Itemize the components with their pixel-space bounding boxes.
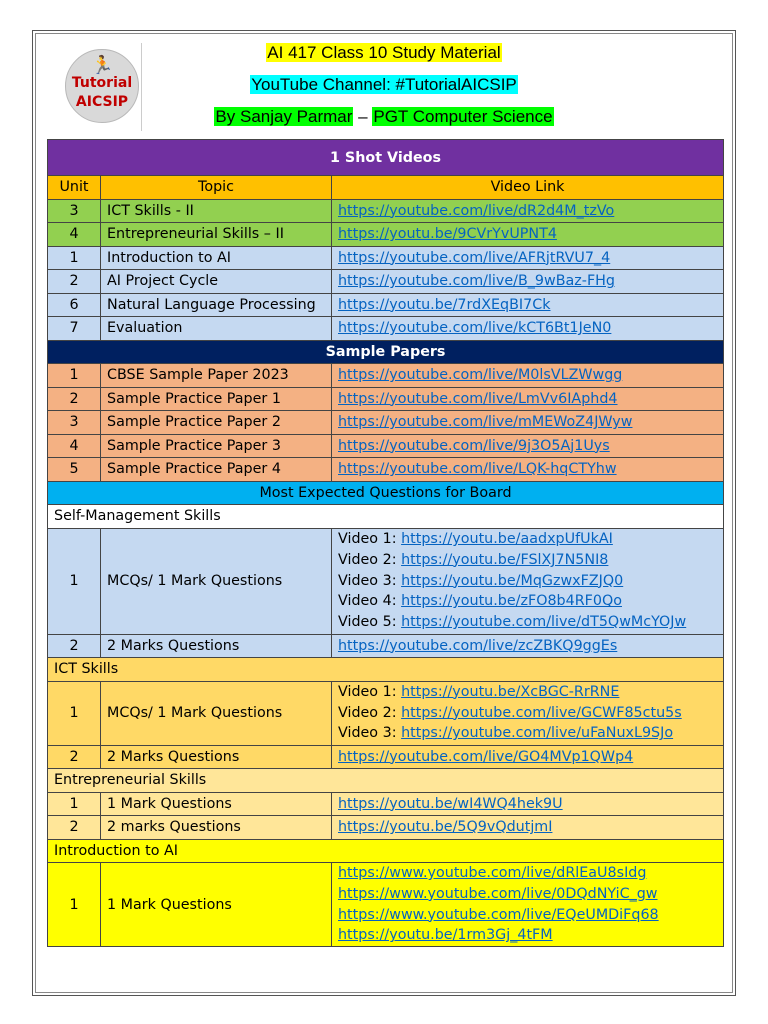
video-link[interactable]: https://youtube.com/live/M0lsVLZWwgg: [338, 367, 623, 384]
unit-cell: 6: [48, 293, 101, 317]
video-link[interactable]: https://youtube.com/live/LmVv6IAphd4: [338, 390, 618, 407]
unit-cell: 2: [48, 745, 101, 769]
table-row: [48, 317, 724, 341]
table-row: [48, 270, 724, 294]
topic-cell: Sample Practice Paper 4: [101, 458, 332, 482]
video-label: Video 2:: [338, 704, 402, 721]
video-link[interactable]: https://youtu.be/wI4WQ4hek9U: [338, 795, 563, 812]
video-list: [332, 863, 724, 947]
topic-cell: MCQs/ 1 Mark Questions: [101, 528, 332, 634]
unit-cell: 3: [48, 199, 101, 223]
video-link[interactable]: https://youtube.com/live/uFaNuxL9SJo: [401, 725, 674, 742]
unit-cell: 1: [48, 681, 101, 745]
unit-cell: 1: [48, 792, 101, 816]
table-row: [48, 246, 724, 270]
video-link[interactable]: https://youtube.com/live/B_9wBaz-FHg: [338, 273, 615, 290]
col-unit: Unit: [48, 176, 101, 200]
topic-cell: Sample Practice Paper 1: [101, 387, 332, 411]
subsection-title: Self-Management Skills: [48, 505, 724, 529]
unit-cell: 1: [48, 863, 101, 947]
video-label: Video 3:: [338, 725, 402, 742]
section-title: Most Expected Questions for Board: [48, 481, 724, 505]
table-row: [48, 434, 724, 458]
table-row: [48, 816, 724, 840]
unit-cell: 2: [48, 816, 101, 840]
subsection-ict: [48, 658, 724, 682]
video-label: Video 3:: [338, 572, 402, 589]
video-link[interactable]: https://youtu.be/5Q9vQdutjmI: [338, 819, 553, 836]
video-label: Video 1:: [338, 683, 402, 700]
table-row: [48, 634, 724, 658]
subsection-title: Introduction to AI: [48, 839, 724, 863]
topic-cell: ICT Skills - II: [101, 199, 332, 223]
table-row: [48, 199, 724, 223]
video-link[interactable]: https://youtu.be/FSlXJ7N5NI8: [401, 551, 609, 568]
topic-cell: 2 marks Questions: [101, 816, 332, 840]
video-link[interactable]: https://youtube.com/live/9j3O5Aj1Uys: [338, 437, 610, 454]
section-header-one-shot: [48, 140, 724, 176]
video-link[interactable]: https://youtube.com/live/mMEWoZ4JWyw: [338, 414, 633, 431]
video-link[interactable]: https://youtube.com/live/dR2d4M_tzVo: [338, 202, 615, 219]
topic-cell: 1 Mark Questions: [101, 863, 332, 947]
topic-cell: AI Project Cycle: [101, 270, 332, 294]
topic-cell: 1 Mark Questions: [101, 792, 332, 816]
video-link[interactable]: https://www.youtube.com/live/0DQdNYiC_gw: [338, 885, 658, 902]
video-link[interactable]: https://www.youtube.com/live/dRlEaU8sIdg: [338, 865, 647, 881]
video-link[interactable]: https://youtu.be/9CVrYvUPNT4: [338, 226, 557, 243]
subsection-title: Entrepreneurial Skills: [48, 769, 724, 793]
unit-cell: 4: [48, 223, 101, 247]
channel-line: [0, 75, 768, 95]
channel-name: YouTube Channel: #TutorialAICSIP: [251, 75, 517, 94]
video-link[interactable]: https://youtu.be/aadxpUfUkAI: [401, 531, 613, 547]
video-link[interactable]: https://youtu.be/zFO8b4RF0Qo: [401, 593, 622, 610]
unit-cell: 5: [48, 458, 101, 482]
video-link[interactable]: https://youtube.com/live/AFRjtRVU7_4: [338, 249, 611, 266]
video-link[interactable]: https://youtube.com/live/GCWF85ctu5s: [401, 704, 682, 721]
video-label: Video 4:: [338, 593, 402, 610]
video-link[interactable]: https://youtube.com/live/kCT6Bt1JeN0: [338, 320, 612, 337]
topic-cell: Entrepreneurial Skills – II: [101, 223, 332, 247]
topic-cell: MCQs/ 1 Mark Questions: [101, 681, 332, 745]
col-topic: Topic: [101, 176, 332, 200]
runner-icon: 🏃: [91, 55, 114, 75]
unit-cell: 2: [48, 634, 101, 658]
doc-title: AI 417 Class 10 Study Material: [267, 43, 501, 62]
unit-cell: 1: [48, 528, 101, 634]
table-row: [48, 745, 724, 769]
study-material-table: [47, 139, 724, 947]
video-link[interactable]: https://youtu.be/7rdXEqBI7Ck: [338, 296, 551, 313]
unit-cell: 1: [48, 364, 101, 388]
section-title: Sample Papers: [48, 340, 724, 364]
video-list: [332, 528, 724, 634]
video-label: Video 1:: [338, 531, 402, 547]
unit-cell: 4: [48, 434, 101, 458]
subsection-intro-ai: [48, 839, 724, 863]
video-link[interactable]: https://youtu.be/1rm3Gj_4tFM: [338, 927, 553, 944]
topic-cell: 2 Marks Questions: [101, 745, 332, 769]
subsection-entrepreneurial: [48, 769, 724, 793]
topic-cell: Introduction to AI: [101, 246, 332, 270]
video-link[interactable]: https://youtu.be/XcBGC-RrRNE: [401, 683, 620, 700]
author-name: By Sanjay Parmar: [215, 107, 353, 126]
topic-cell: 2 Marks Questions: [101, 634, 332, 658]
video-link[interactable]: https://youtube.com/live/zcZBKQ9ggEs: [338, 637, 618, 654]
section-title: 1 Shot Videos: [48, 140, 724, 176]
topic-cell: Sample Practice Paper 3: [101, 434, 332, 458]
video-link[interactable]: https://youtube.com/live/dT5QwMcYOJw: [401, 614, 687, 631]
subsection-self-management: [48, 505, 724, 529]
table-row: [48, 411, 724, 435]
table-row: [48, 364, 724, 388]
subsection-title: ICT Skills: [48, 658, 724, 682]
topic-cell: Natural Language Processing: [101, 293, 332, 317]
author-dash: –: [358, 107, 368, 126]
topic-cell: Sample Practice Paper 2: [101, 411, 332, 435]
author-role: PGT Computer Science: [373, 107, 553, 126]
section-header-sample-papers: [48, 340, 724, 364]
table-row: [48, 863, 724, 947]
logo-text-line1: Tutorial: [71, 75, 133, 91]
video-list: [332, 681, 724, 745]
col-link: Video Link: [332, 176, 724, 200]
unit-cell: 2: [48, 270, 101, 294]
unit-cell: 1: [48, 246, 101, 270]
topic-cell: CBSE Sample Paper 2023: [101, 364, 332, 388]
unit-cell: 7: [48, 317, 101, 341]
table-row: [48, 681, 724, 745]
column-header-row: [48, 176, 724, 200]
table-row: [48, 387, 724, 411]
video-link[interactable]: https://www.youtube.com/live/EQeUMDiFq68: [338, 906, 659, 923]
logo-text-line2: AICSIP: [75, 94, 129, 110]
unit-cell: 3: [48, 411, 101, 435]
table-row: [48, 223, 724, 247]
table-row: [48, 528, 724, 634]
video-link[interactable]: https://youtube.com/live/LQK-hqCTYhw: [338, 461, 617, 478]
table-row: [48, 458, 724, 482]
table-row: [48, 792, 724, 816]
topic-cell: Evaluation: [101, 317, 332, 341]
unit-cell: 2: [48, 387, 101, 411]
video-link[interactable]: https://youtu.be/MqGzwxFZJQ0: [401, 572, 624, 589]
table-row: [48, 293, 724, 317]
section-header-expected: [48, 481, 724, 505]
video-label: Video 2:: [338, 551, 402, 568]
video-link[interactable]: https://youtube.com/live/GO4MVp1QWp4: [338, 748, 634, 765]
title-line: [0, 43, 768, 63]
video-label: Video 5:: [338, 614, 402, 631]
author-line: [0, 107, 768, 127]
